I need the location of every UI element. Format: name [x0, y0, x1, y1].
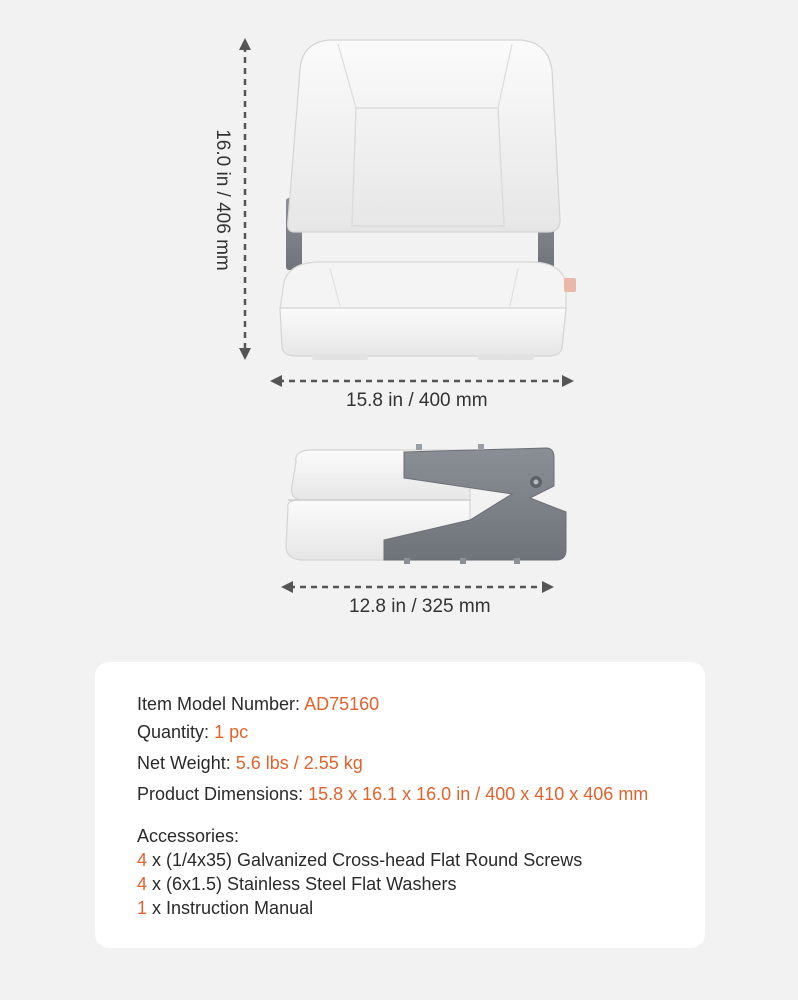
spec-model: [137, 694, 379, 715]
folded-dimension-arrow: [281, 581, 554, 593]
seat-front-view: [280, 40, 576, 360]
spec-card: [95, 662, 705, 948]
accessory-qty: 4: [137, 850, 148, 870]
spec-dimensions: [137, 784, 648, 805]
seat-folded-side-view: [286, 444, 566, 564]
accessory-text: x Instruction Manual: [147, 898, 314, 918]
spec-model-label: Item Model Number:: [137, 694, 301, 714]
accessory-qty: 4: [137, 874, 148, 894]
width-dimension-arrow: [270, 375, 574, 387]
spec-quantity-value: 1 pc: [214, 722, 249, 742]
accessory-text: x (1/4x35) Galvanized Cross-head Flat Round Screws: [147, 850, 583, 870]
spec-weight-value: 5.6 lbs / 2.55 kg: [235, 753, 363, 773]
spec-weight: [137, 753, 363, 774]
folded-dimension-label: 12.8 in / 325 mm: [349, 596, 491, 617]
spec-weight-label: Net Weight:: [137, 753, 231, 773]
accessory-text: x (6x1.5) Stainless Steel Flat Washers: [147, 874, 457, 894]
height-dimension-label: 16.0 in / 406 mm: [212, 129, 233, 271]
spec-model-value: AD75160: [304, 694, 380, 714]
width-dimension-label: 15.8 in / 400 mm: [346, 390, 488, 411]
height-dimension-arrow: [239, 38, 251, 360]
spec-dimensions-label: Product Dimensions:: [137, 784, 304, 804]
spec-dimensions-value: 15.8 x 16.1 x 16.0 in / 400 x 410 x 406 mm: [308, 784, 649, 804]
accessory-item: [137, 850, 582, 871]
spec-quantity: [137, 722, 248, 743]
accessory-item: [137, 898, 313, 919]
accessory-qty: 1: [137, 898, 148, 918]
accessories-heading: Accessories:: [137, 826, 240, 846]
accessory-item: [137, 874, 456, 895]
spec-quantity-label: Quantity:: [137, 722, 210, 742]
